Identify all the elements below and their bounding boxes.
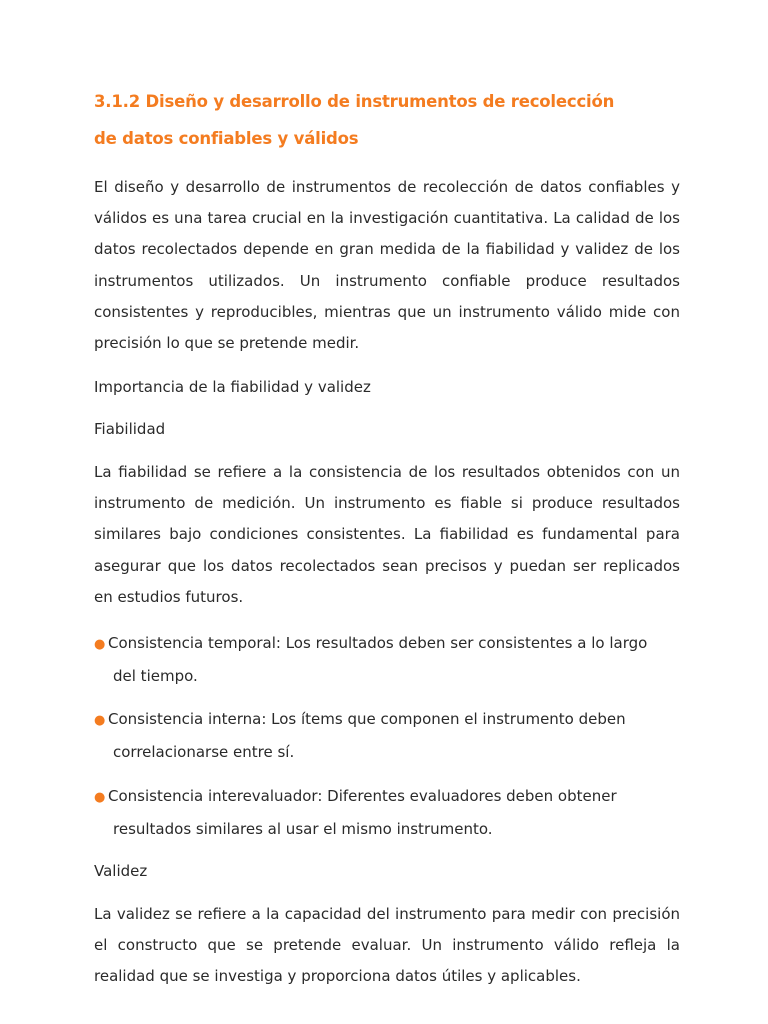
section-heading-line-1: 3.1.2 Diseño y desarrollo de instrumentos de recolección (94, 92, 615, 111)
bullet-text-line-1: Consistencia interna: Los ítems que componen el instrumento deben (108, 710, 626, 728)
bullet-dot-icon: ● (94, 713, 106, 728)
bullet-item-internal (94, 704, 680, 767)
validity-paragraph: La validez se refiere a la capacidad del instrumento para medir con precisión el constructo que se pretende evaluar. Un instrumento válido refleja la realidad que se investiga y proporciona datos útiles y aplicables. (94, 905, 680, 986)
section-heading-line-2: de datos confiables y válidos (94, 129, 359, 148)
bullet-dot-icon: ● (94, 790, 106, 805)
bullet-text-line-2: resultados similares al usar el mismo instrumento. (113, 819, 493, 838)
reliability-paragraph: La fiabilidad se refiere a la consistencia de los resultados obtenidos con un instrumento de medición. Un instrumento es fiable si produce resultados similares bajo condiciones consistentes. La fiabilidad es fundamental para asegurar que los datos recolectados sean precisos y puedan ser replicados en estudios futuros. (94, 463, 680, 606)
subheading-validity: Validez (94, 862, 148, 880)
bullet-text-line-1: Consistencia temporal: Los resultados deben ser consistentes a lo largo (108, 634, 648, 652)
bullet-item-temporal (94, 628, 680, 691)
intro-paragraph: El diseño y desarrollo de instrumentos de recolección de datos confiables y válidos es una tarea crucial en la investigación cuantitativa. La calidad de los datos recolectados depende en gran medida de la fiabilidad y validez de los instrumentos utilizados. Un instrumento confiable produce resultados consistentes y reproducibles, mientras que un instrumento válido mide con precisión lo que se pretende medir. (94, 178, 680, 353)
subheading-importance: Importancia de la fiabilidad y validez (94, 378, 371, 396)
bullet-text-line-2: del tiempo. (113, 666, 198, 685)
bullet-text-line-2: correlacionarse entre sí. (113, 742, 295, 761)
bullet-dot-icon: ● (94, 637, 106, 652)
subheading-reliability: Fiabilidad (94, 420, 166, 438)
bullet-text-line-1: Consistencia interevaluador: Diferentes evaluadores deben obtener (108, 787, 617, 805)
bullet-item-interrater (94, 781, 680, 844)
